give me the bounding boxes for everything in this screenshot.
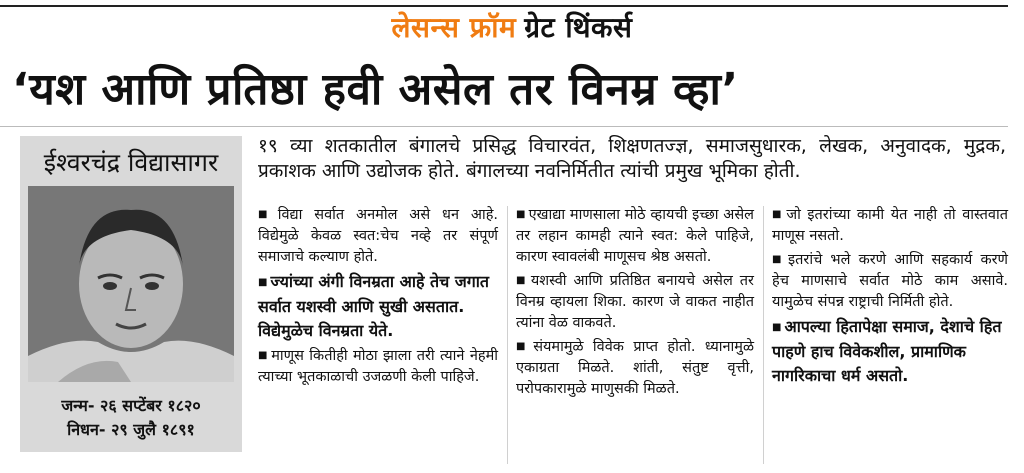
quote-item — [258, 270, 498, 343]
bullet-icon: ■ — [258, 350, 269, 361]
quote-item — [772, 315, 1008, 388]
birth-date: जन्म- २६ सप्टेंबर १८२० — [61, 396, 201, 415]
quote-text: माणूस कितीही मोठा झाला तरी त्याने नेहमी त्याच्या भूतकाळाची उजळणी केली पाहिजे. — [258, 348, 498, 385]
quote-item — [772, 204, 1008, 247]
series-kicker — [0, 8, 1024, 48]
intro-paragraph: १९ व्या शतकातील बंगालचे प्रसिद्ध विचारवंत, शिक्षणतज्ज्ञ, समाजसुधारक, लेखक, अनुवादक, मुद्रक, प्रकाशक आणि उद्योजक होते. बंगालच्या नवनिर्मितीत त्यांची प्रमुख भूमिका होती. — [258, 135, 1006, 182]
quote-text: एखाद्या माणसाला मोठे व्हायची इच्छा असेल तर लहान कामही त्याने स्वत: केले पाहिजे, कारण स्वावलंबी माणूसच श्रेष्ठ असतो. — [516, 207, 754, 265]
quote-text: जो इतरांच्या कामी येत नाही तो वास्तवात माणूस नसतो. — [772, 207, 1008, 244]
kicker-part2: ग्रेट थिंकर्स — [524, 11, 633, 44]
death-date: निधन- २९ जुलै १८९१ — [67, 420, 195, 439]
bullet-icon: ■ — [258, 209, 275, 220]
article-headline: ‘यश आणि प्रतिष्ठा हवी असेल तर विनम्र व्हा’ — [12, 64, 739, 115]
quote-text: संयमामुळे विवेक प्राप्त होतो. ध्यानामुळे एकाग्रता मिळते. शांती, संतुष्ट वृत्ती, परोपकारामुळे माणुसकी मिळते. — [516, 339, 754, 397]
bullet-icon: ■ — [772, 209, 784, 220]
bullet-icon: ■ — [516, 209, 526, 220]
bullet-icon: ■ — [772, 254, 785, 265]
quote-item — [258, 345, 498, 388]
person-name: ईश्वरचंद्र विद्यासागर — [43, 148, 219, 177]
quote-column-3 — [772, 204, 1008, 390]
quote-item — [516, 204, 754, 268]
portrait-illustration — [28, 186, 234, 382]
bullet-icon: ■ — [258, 277, 268, 288]
bullet-icon: ■ — [516, 275, 528, 286]
bullet-icon: ■ — [772, 322, 782, 333]
quote-column-1 — [258, 204, 498, 390]
headline-rule — [0, 126, 1008, 127]
quote-item — [258, 204, 498, 268]
bullet-icon: ■ — [516, 341, 531, 352]
kicker-part1: लेसन्स फ्रॉम — [391, 11, 517, 44]
quote-text: ज्यांच्या अंगी विनम्रता आहे तेच जगात सर्वात यशस्वी आणि सुखी असतात. विद्येमुळेच विनम्रता येते. — [258, 272, 490, 340]
quote-item — [516, 270, 754, 334]
top-rule — [0, 5, 1008, 7]
life-dates — [20, 394, 242, 442]
quote-item — [772, 249, 1008, 313]
portrait-photo — [28, 186, 234, 382]
quote-column-2 — [516, 204, 754, 402]
column-divider — [763, 206, 764, 464]
quote-text: आपल्या हितापेक्षा समाज, देशाचे हित पाहणे हाच विवेकशील, प्रामाणिक नागरिकाचा धर्म असतो. — [772, 317, 1002, 385]
quote-text: यशस्वी आणि प्रतिष्ठित बनायचे असेल तर विनम्र व्हायला शिका. कारण जे वाकत नाहीत त्यांना वेळ वाकवते. — [516, 273, 754, 331]
column-divider — [507, 206, 508, 464]
profile-sidebar — [20, 136, 242, 452]
quote-item — [516, 336, 754, 400]
quote-text: इतरांचे भले करणे आणि सहकार्य करणे हेच माणसाचे सर्वात मोठे काम असावे. यामुळेच संपन्न राष्ट्राची निर्मिती होते. — [772, 252, 1009, 310]
quote-text: विद्या सर्वात अनमोल असे धन आहे. विद्येमुळे केवळ स्वत:चेच नव्हे तर संपूर्ण समाजाचे कल्याण होते. — [258, 207, 499, 265]
